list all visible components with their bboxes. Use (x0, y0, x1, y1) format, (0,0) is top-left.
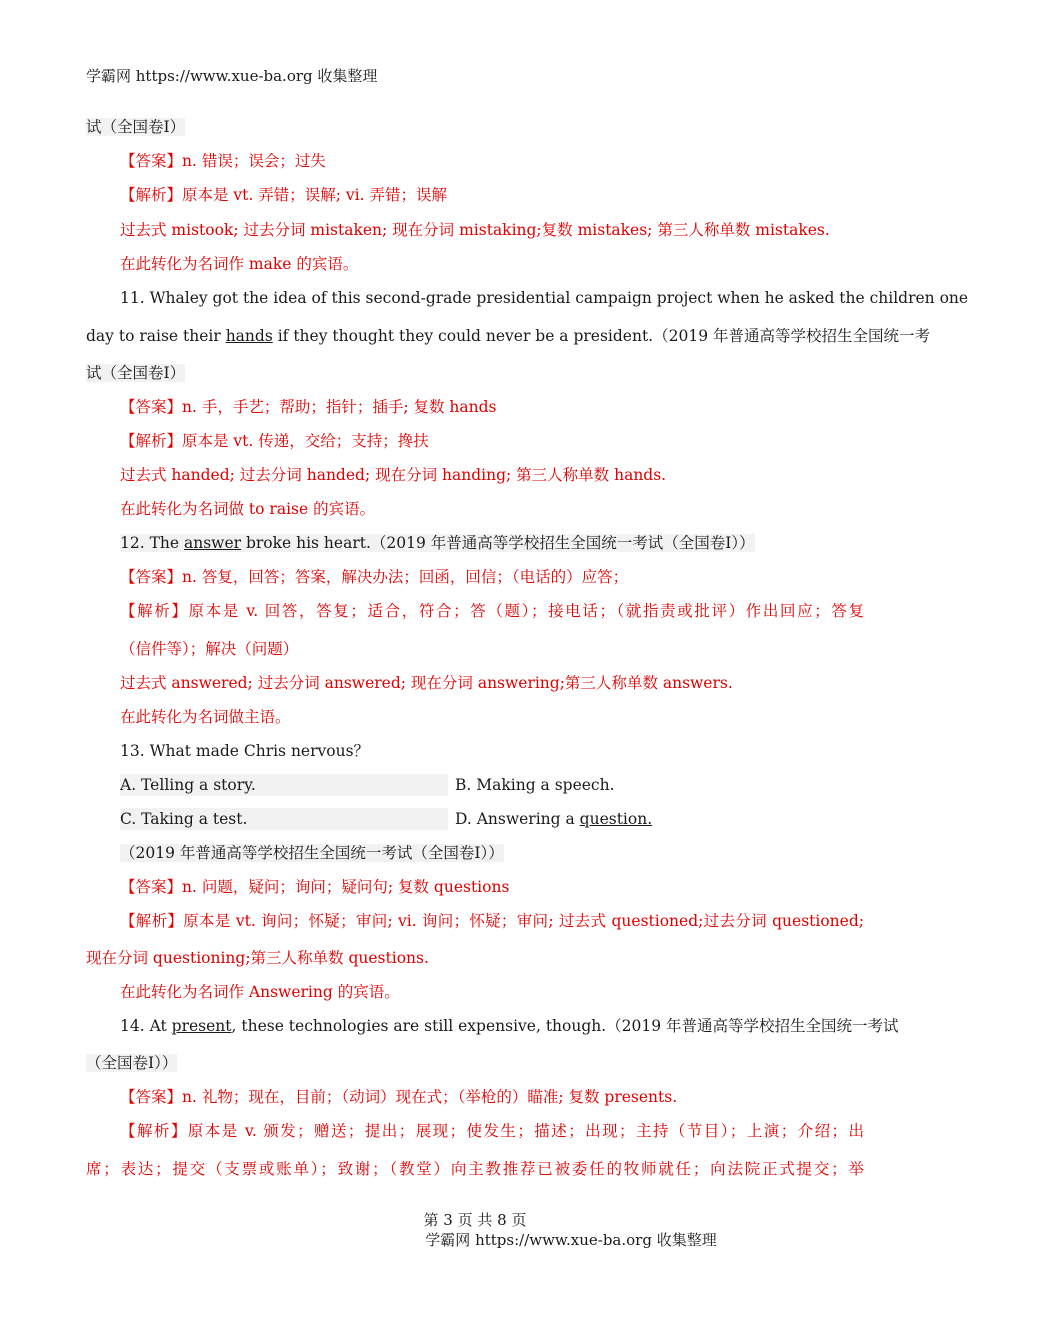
target-word: present (171, 1017, 232, 1035)
analysis-line: 【解析】原本是 vt. 传递，交给；支持；搀扶 (120, 432, 429, 450)
option-b: B. Making a speech. (455, 776, 615, 794)
target-word: answer (184, 534, 242, 552)
question-11-stem: 11. Whaley got the idea of this second-grade presidential campaign project when he asked the children one (120, 289, 969, 307)
word-forms-line: 过去式 answered; 过去分词 answered; 现在分词 answering;第三人称单数 answers. (120, 674, 733, 692)
answer-line: 【答案】n. 礼物；现在，目前；（动词）现在式；（举枪的）瞄准; 复数 presents. (120, 1088, 678, 1106)
usage-note: 在此转化为名词作 make 的宾语。 (120, 255, 359, 273)
analysis-line-cont: 席；表达；提交（支票或账单）；致谢；（教堂）向主教推荐已被委任的牧师就任；向法院正式提交；举 (86, 1160, 864, 1178)
analysis-line-cont: （信件等）；解决（问题） (120, 640, 299, 658)
page-footer: 学霸网 https://www.xue-ba.org 收集整理 (425, 1231, 717, 1249)
word-forms-line: 过去式 handed; 过去分词 handed; 现在分词 handing; 第三人称单数 hands. (120, 466, 667, 484)
source-citation: （2019 年普通高等学校招生全国统一考试（全国卷Ⅰ）） (120, 844, 504, 862)
option-c: C. Taking a test. (120, 808, 448, 830)
question-14-stem: 14. At present, these technologies are still expensive, though.（2019 年普通高等学校招生全国统一考试 (120, 1017, 899, 1035)
source-citation: （全国卷Ⅰ）） (86, 1054, 178, 1072)
usage-note: 在此转化为名词做 to raise 的宾语。 (120, 500, 376, 518)
analysis-line: 【解析】原本是 vt. 询问；怀疑；审问; vi. 询问；怀疑；审问; 过去式 questioned;过去分词 questioned; (120, 912, 864, 930)
source-citation: 试（全国卷Ⅰ） (86, 118, 186, 136)
question-12-stem: 12. The answer broke his heart.（2019 年普通高等学校招生全国统一考试（全国卷Ⅰ）） (120, 534, 755, 552)
option-a: A. Telling a story. (120, 774, 448, 796)
target-word: question. (579, 810, 653, 828)
option-d: D. Answering a question. (455, 810, 653, 828)
word-forms-line: 过去式 mistook; 过去分词 mistaken; 现在分词 mistaking;复数 mistakes; 第三人称单数 mistakes. (120, 221, 830, 239)
page-header: 学霸网 https://www.xue-ba.org 收集整理 (86, 67, 378, 85)
answer-line: 【答案】n. 问题，疑问；询问；疑问句; 复数 questions (120, 878, 510, 896)
analysis-line-cont: 现在分词 questioning;第三人称单数 questions. (86, 949, 429, 967)
target-word: hands (225, 327, 273, 345)
question-13-stem: 13. What made Chris nervous？ (120, 742, 370, 760)
analysis-line: 【解析】原本是 vt. 弄错；误解; vi. 弄错；误解 (120, 186, 447, 204)
answer-line: 【答案】n. 答复，回答；答案，解决办法；回函，回信；（电话的）应答； (120, 568, 629, 586)
page-number: 第 3 页 共 8 页 (423, 1211, 527, 1229)
usage-note: 在此转化为名词作 Answering 的宾语。 (120, 983, 400, 1001)
question-11-stem-cont: day to raise their hands if they thought they could never be a president.（2019 年普通高等学校招生全国统一考 (86, 327, 930, 345)
source-citation: 试（全国卷Ⅰ） (86, 364, 186, 382)
analysis-line: 【解析】原本是 v. 回答，答复；适合，符合；答（题）；接电话；（就指责或批评）作出回应；答复 (120, 602, 864, 620)
answer-line: 【答案】n. 手，手艺；帮助；指针；插手; 复数 hands (120, 398, 497, 416)
analysis-line: 【解析】原本是 v. 颁发；赠送；提出；展现；使发生；描述；出现；主持（节目）；上演；介绍；出 (120, 1122, 864, 1140)
answer-line: 【答案】n. 错误；误会；过失 (120, 152, 326, 170)
usage-note: 在此转化为名词做主语。 (120, 708, 291, 726)
